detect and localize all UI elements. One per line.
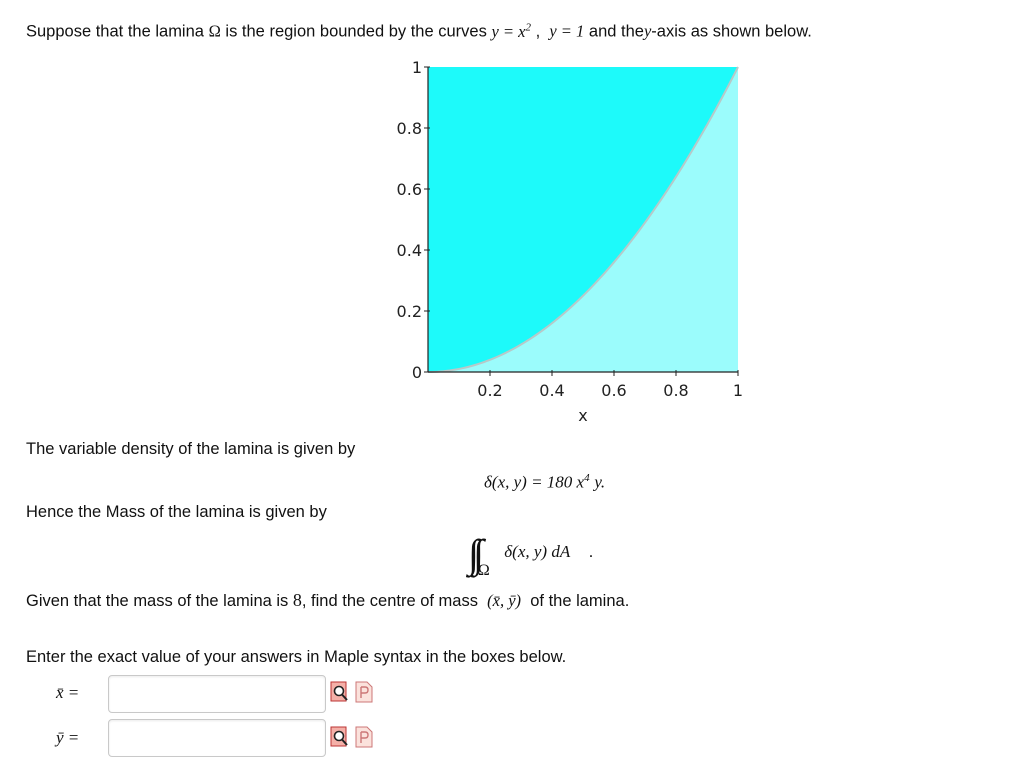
- curve1-equation: $y = x^2$: [491, 21, 531, 41]
- comma-separator: ,: [535, 22, 541, 41]
- x-tick-label: 0.6: [601, 381, 627, 400]
- intro-suffix: -axis as shown below.: [651, 22, 812, 41]
- xbar-label: x̄ =: [56, 683, 80, 702]
- y-tick-label: 1: [411, 58, 422, 77]
- x-axis-label: x: [578, 406, 588, 425]
- x-tick-label: 0.4: [539, 381, 565, 400]
- mass-value: 8: [292, 590, 302, 610]
- density-formula: δ(x, y) = 180 $x^4$ y.: [484, 472, 606, 492]
- curve2-equation: y = 1: [549, 21, 585, 41]
- mass-integral: $\int\int_\Omega$ δ(x, y) dA .: [468, 531, 594, 580]
- omega-symbol: Ω: [208, 21, 221, 41]
- preview-icon[interactable]: [330, 681, 350, 703]
- instructions: Enter the exact value of your answers in Maple syntax in the boxes below.: [26, 648, 567, 666]
- intro-and: and the: [588, 22, 644, 41]
- intro-line: [26, 21, 812, 42]
- axis-var: y: [643, 21, 652, 41]
- y-tick-label: 0.8: [396, 119, 422, 138]
- xbar-answer-input[interactable]: [108, 675, 326, 713]
- region-plot: [380, 52, 760, 437]
- y-tick-label: 0: [411, 363, 422, 382]
- density-intro: The variable density of the lamina is given by: [26, 440, 356, 458]
- given-line: Given that the mass of the lamina is 8, find the centre of mass (x̄, ȳ) of the lamina.: [26, 590, 630, 610]
- intro-mid: is the region bounded by the curves: [225, 22, 487, 41]
- y-tick-label: 0.6: [396, 180, 422, 199]
- x-tick-label: 0.8: [663, 381, 689, 400]
- ybar-label: ȳ =: [56, 728, 80, 747]
- y-tick-label: 0.4: [396, 241, 422, 260]
- ybar-answer-input[interactable]: [108, 719, 326, 757]
- x-tick-label: 1: [732, 381, 744, 400]
- document-icon[interactable]: [354, 681, 374, 703]
- x-tick-label: 0.2: [477, 381, 503, 400]
- document-icon[interactable]: [354, 726, 374, 748]
- y-tick-label: 0.2: [396, 302, 422, 321]
- intro-prefix: Suppose that the lamina: [26, 22, 204, 41]
- mass-intro: Hence the Mass of the lamina is given by: [26, 503, 327, 521]
- centroid-symbol: (x̄, ȳ): [487, 591, 522, 610]
- preview-icon[interactable]: [330, 726, 350, 748]
